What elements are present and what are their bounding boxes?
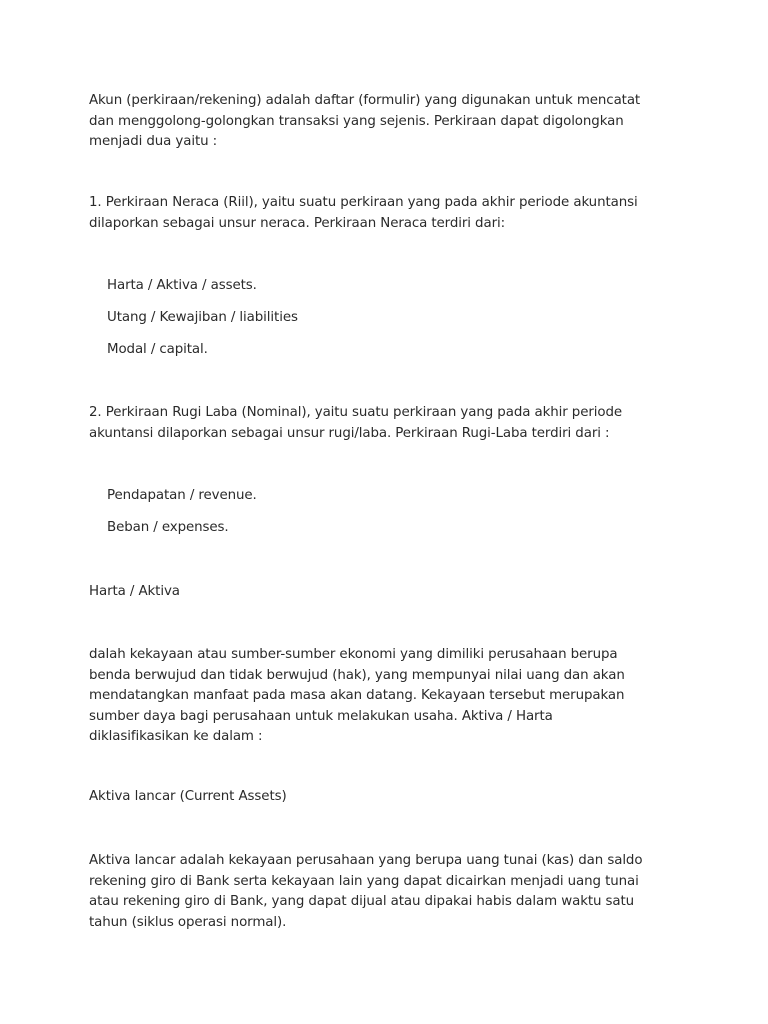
heading-text: Aktiva lancar (Current Assets) xyxy=(89,789,287,804)
harta-aktiva-heading xyxy=(89,582,689,603)
text-line: diklasifikasikan ke dalam : xyxy=(89,729,263,744)
section-2-paragraph xyxy=(89,403,689,444)
list-item-text: Harta / Aktiva / assets. xyxy=(107,278,257,293)
current-assets-paragraph xyxy=(89,851,689,933)
list-item-text: Modal / capital. xyxy=(107,342,208,357)
heading-text: Harta / Aktiva xyxy=(89,584,180,599)
section-2-list-item xyxy=(107,518,707,539)
intro-paragraph xyxy=(89,91,689,153)
section-1-list-item xyxy=(107,340,707,361)
section-1-list-item xyxy=(107,308,707,329)
text-line: sumber daya bagi perusahaan untuk melakukan usaha. Aktiva / Harta xyxy=(89,708,553,724)
section-1-list-item xyxy=(107,276,707,297)
text-line: dalah kekayaan atau sumber-sumber ekonomi yang dimiliki perusahaan berupa xyxy=(89,647,618,662)
text-line: Aktiva lancar adalah kekayaan perusahaan yang berupa uang tunai (kas) dan saldo xyxy=(89,853,643,868)
text-line: atau rekening giro di Bank, yang dapat dijual atau dipakai habis dalam waktu satu xyxy=(89,894,635,909)
section-2-list-item xyxy=(107,486,707,507)
text-line: 1. Perkiraan Neraca (Riil), yaitu suatu perkiraan yang pada akhir periode akuntansi xyxy=(89,195,638,210)
text-line: dilaporkan sebagai unsur neraca. Perkiraan Neraca terdiri dari: xyxy=(89,215,506,231)
text-line: Akun (perkiraan/rekening) adalah daftar (formulir) yang digunakan untuk mencatat xyxy=(89,93,641,108)
text-line: tahun (siklus operasi normal). xyxy=(89,914,287,930)
text-line: mendatangkan manfaat pada masa akan datang. Kekayaan tersebut merupakan xyxy=(89,688,625,703)
list-item-text: Beban / expenses. xyxy=(107,520,229,535)
text-line: rekening giro di Bank serta kekayaan lain yang dapat dicairkan menjadi uang tunai xyxy=(89,873,639,889)
harta-aktiva-paragraph xyxy=(89,645,689,748)
text-line: 2. Perkiraan Rugi Laba (Nominal), yaitu suatu perkiraan yang pada akhir periode xyxy=(89,405,623,420)
current-assets-heading xyxy=(89,787,689,808)
list-item-text: Pendapatan / revenue. xyxy=(107,488,257,503)
text-line: akuntansi dilaporkan sebagai unsur rugi/laba. Perkiraan Rugi-Laba terdiri dari : xyxy=(89,425,610,441)
section-1-paragraph xyxy=(89,193,689,234)
text-line: dan menggolong-golongkan transaksi yang sejenis. Perkiraan dapat digolongkan xyxy=(89,113,624,129)
list-item-text: Utang / Kewajiban / liabilities xyxy=(107,310,298,325)
text-line: menjadi dua yaitu : xyxy=(89,134,218,149)
text-line: benda berwujud dan tidak berwujud (hak), yang mempunyai nilai uang dan akan xyxy=(89,667,625,683)
